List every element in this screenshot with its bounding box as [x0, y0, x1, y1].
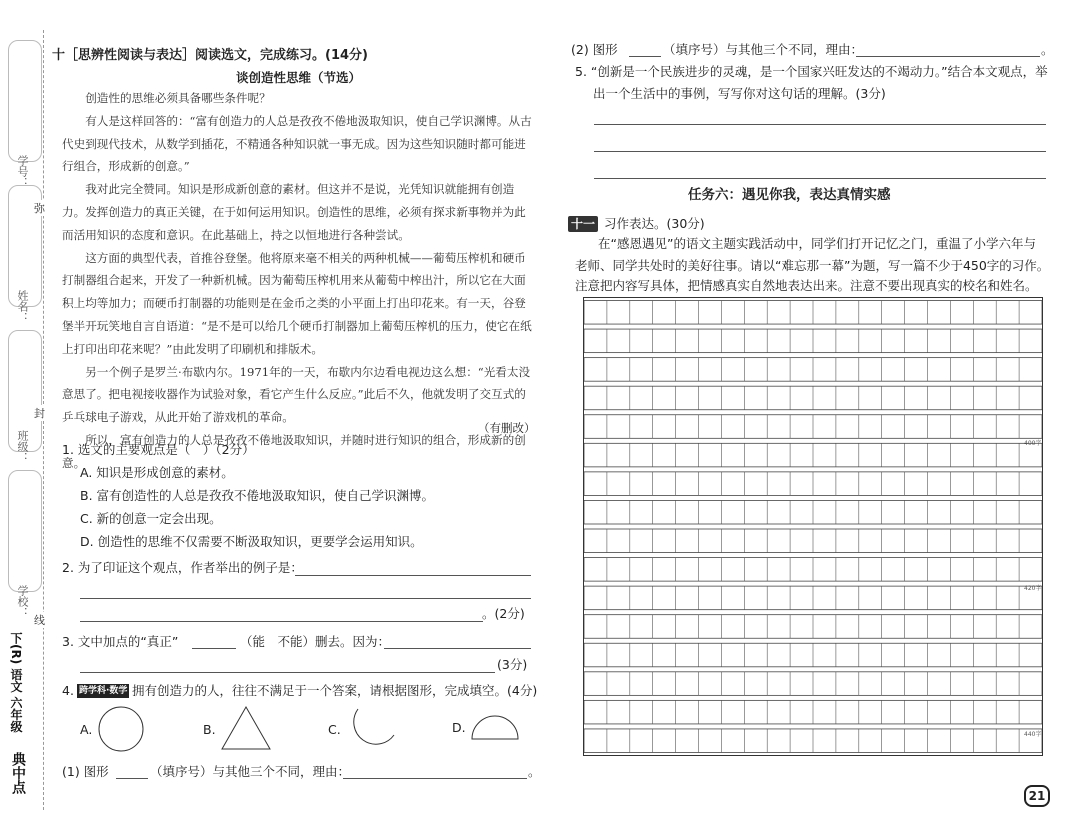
q4-number: 4. [62, 683, 74, 698]
article-title: 谈创造性思维（节选） [236, 70, 362, 85]
paragraph: 这方面的典型代表，首推谷登堡。他将原来毫不相关的两种机械——葡萄压榨机和硬币打制器组合起来，开发了一种新机械。因为葡萄压榨机用来从葡萄中榨出汁，所以它在大面积上均等加力；而硬币打制器的功能则是在金币之类的小平面上打出印花来。有一天，谷登堡半开玩笑地自言自语道：“是不是可以给几个硬币打制器加上葡萄压榨机的压力，使它在纸上打印出印花来呢？”由此发明了印刷机和排版术。 [62, 250, 532, 356]
paragraph: 我对此完全赞同。知识是形成新创意的素材。但这并不是说，光凭知识就能拥有创造力。发挥创造力的真正关键，在于如何运用知识。创造性的思维，必须有探求新事物并为此而活用知识的态度和意识。在此基础上，持之以恒地进行各种尝试。 [62, 182, 526, 242]
q5-answer-line[interactable] [594, 124, 1046, 125]
task-title: 任务六：遇见你我，表达真情实感 [688, 187, 891, 203]
q2-score: 。(2分) [482, 606, 525, 621]
q4-sub1-text: （填序号）与其他三个不同，理由： [150, 764, 351, 779]
shape-label-b: B. [203, 722, 216, 737]
q4-sub2-reason-line[interactable] [856, 56, 1040, 57]
circle-shape [98, 705, 144, 753]
grade-subject [8, 632, 25, 733]
q5-answer-line[interactable] [594, 178, 1046, 179]
q5-answer-line[interactable] [594, 151, 1046, 152]
student-id-label: 学号： [16, 155, 29, 188]
q2-answer-line[interactable] [295, 575, 531, 576]
q3-answer-line[interactable] [384, 648, 531, 649]
source-note: （有删改） [478, 421, 536, 435]
article-body [62, 87, 532, 475]
name-label: 姓名： [16, 290, 29, 323]
q11-number: 十一 [568, 216, 598, 232]
school-box[interactable] [8, 470, 42, 592]
prompt-line: 注意把内容写具体，把情感真实自然地表达出来。注意不要出现真实的校名和姓名。 [575, 278, 1038, 293]
q11-title: 习作表达。(30分) [604, 216, 705, 231]
subject-label: 语文 [9, 668, 23, 693]
q4-sub1-label: (1) 图形 [62, 764, 109, 779]
semicircle-shape [470, 713, 520, 741]
triangle-shape [220, 705, 272, 751]
q1-stem: 1. 选文的主要观点是（ ）（2分） [62, 442, 255, 457]
seal-xian: 线 [34, 614, 45, 627]
paragraph: 有人是这样回答的：“富有创造力的人总是孜孜不倦地汲取知识，使自己学识渊博。从古代史到现代技术，从数学到插花，不精通各种知识就一事无成。因为这些知识随时都可能进行组合，形成新的创意。” [62, 113, 532, 174]
brand-logo: 典中点 [10, 752, 26, 794]
q1-option-a[interactable]: A. 知识是形成创意的素材。 [80, 465, 234, 480]
q4-sub1-blank[interactable] [116, 778, 148, 779]
seal-feng: 封 [34, 407, 45, 420]
q2-stem: 2. 为了印证这个观点，作者举出的例子是： [62, 560, 303, 575]
q4-sub1-period: 。 [528, 764, 541, 779]
grid-lines [584, 298, 1042, 755]
student-id-box[interactable] [8, 40, 42, 162]
q2-answer-line[interactable] [80, 621, 483, 622]
q3-stem: 3. 文中加点的“真正” [62, 634, 179, 649]
q3-score: (3分) [497, 657, 528, 672]
grade-label: 六年级 [9, 696, 23, 733]
q5-line1: 5. “创新是一个民族进步的灵魂，是一个国家兴旺发达的不竭动力。”结合本文观点，举 [575, 64, 1048, 79]
q4-sub2-label: (2) 图形 [571, 42, 618, 57]
writing-grid[interactable] [583, 297, 1043, 756]
shape-label-a: A. [80, 722, 93, 737]
page-number: 21 [1024, 785, 1050, 807]
crescent-shape [344, 703, 398, 753]
q4-sub1-reason-line[interactable] [343, 778, 527, 779]
q3-blank[interactable] [192, 648, 236, 649]
paragraph: 创造性的思维必须具备哪些条件呢？ [85, 91, 271, 105]
edition-label: 下(R) [9, 632, 23, 665]
word-count-mark: 400字 [1024, 440, 1042, 447]
q1-option-c[interactable]: C. 新的创意一定会出现。 [80, 511, 222, 526]
paragraph: 所以，富有创造力的人总是孜孜不倦地汲取知识，并随时进行知识的组合，形成新的创意。 [62, 432, 526, 470]
prompt-line: 在“感恩遇见”的语文主题实践活动中，同学们打开记忆之门，重温了小学六年与 [598, 236, 1036, 251]
word-count-mark: 420字 [1024, 585, 1042, 592]
shape-label-c: C. [328, 722, 341, 737]
q1-option-b[interactable]: B. 富有创造性的人总是孜孜不倦地汲取知识，使自己学识渊博。 [80, 488, 435, 503]
seal-mi: 弥 [34, 202, 45, 215]
prompt-line: 老师、同学共处时的美好往事。请以“难忘那一幕”为题，写一篇不少于450字的习作。 [575, 258, 1050, 273]
cross-subject-tag: 跨学科·数学 [79, 686, 128, 696]
paragraph: 另一个例子是罗兰·布歇内尔。1971年的一天，布歇内尔边看电视边这么想：“光看太没意思了。把电视接收器作为试验对象，看它产生什么反应。”此后不久，他就发明了交互式的乒乓球电子游戏，从此开始了游戏机的革命。 [62, 364, 531, 425]
school-label: 学校： [16, 585, 29, 618]
q3-answer-line[interactable] [80, 672, 495, 673]
binding-strip [0, 0, 48, 818]
class-label: 班级： [16, 430, 29, 463]
q3-choice: （能 不能）删去。因为： [240, 634, 391, 649]
q4-sub2-period: 。 [1041, 42, 1054, 57]
q4-sub2-blank[interactable] [629, 56, 661, 57]
q2-answer-line[interactable] [80, 598, 531, 599]
shape-label-d: D. [452, 720, 466, 735]
q4-stem: 拥有创造力的人，往往不满足于一个答案，请根据图形，完成填空。(4分) [132, 683, 538, 698]
q1-option-d[interactable]: D. 创造性的思维不仅需要不断汲取知识，更要学会运用知识。 [80, 534, 423, 549]
q4-sub2-text: （填序号）与其他三个不同，理由： [663, 42, 864, 57]
section-title: 十［思辨性阅读与表达］阅读选文，完成练习。(14分) [52, 48, 368, 63]
q5-line2: 出一个生活中的事例，写写你对这句话的理解。(3分) [593, 86, 886, 101]
word-count-mark: 440字 [1024, 731, 1042, 738]
